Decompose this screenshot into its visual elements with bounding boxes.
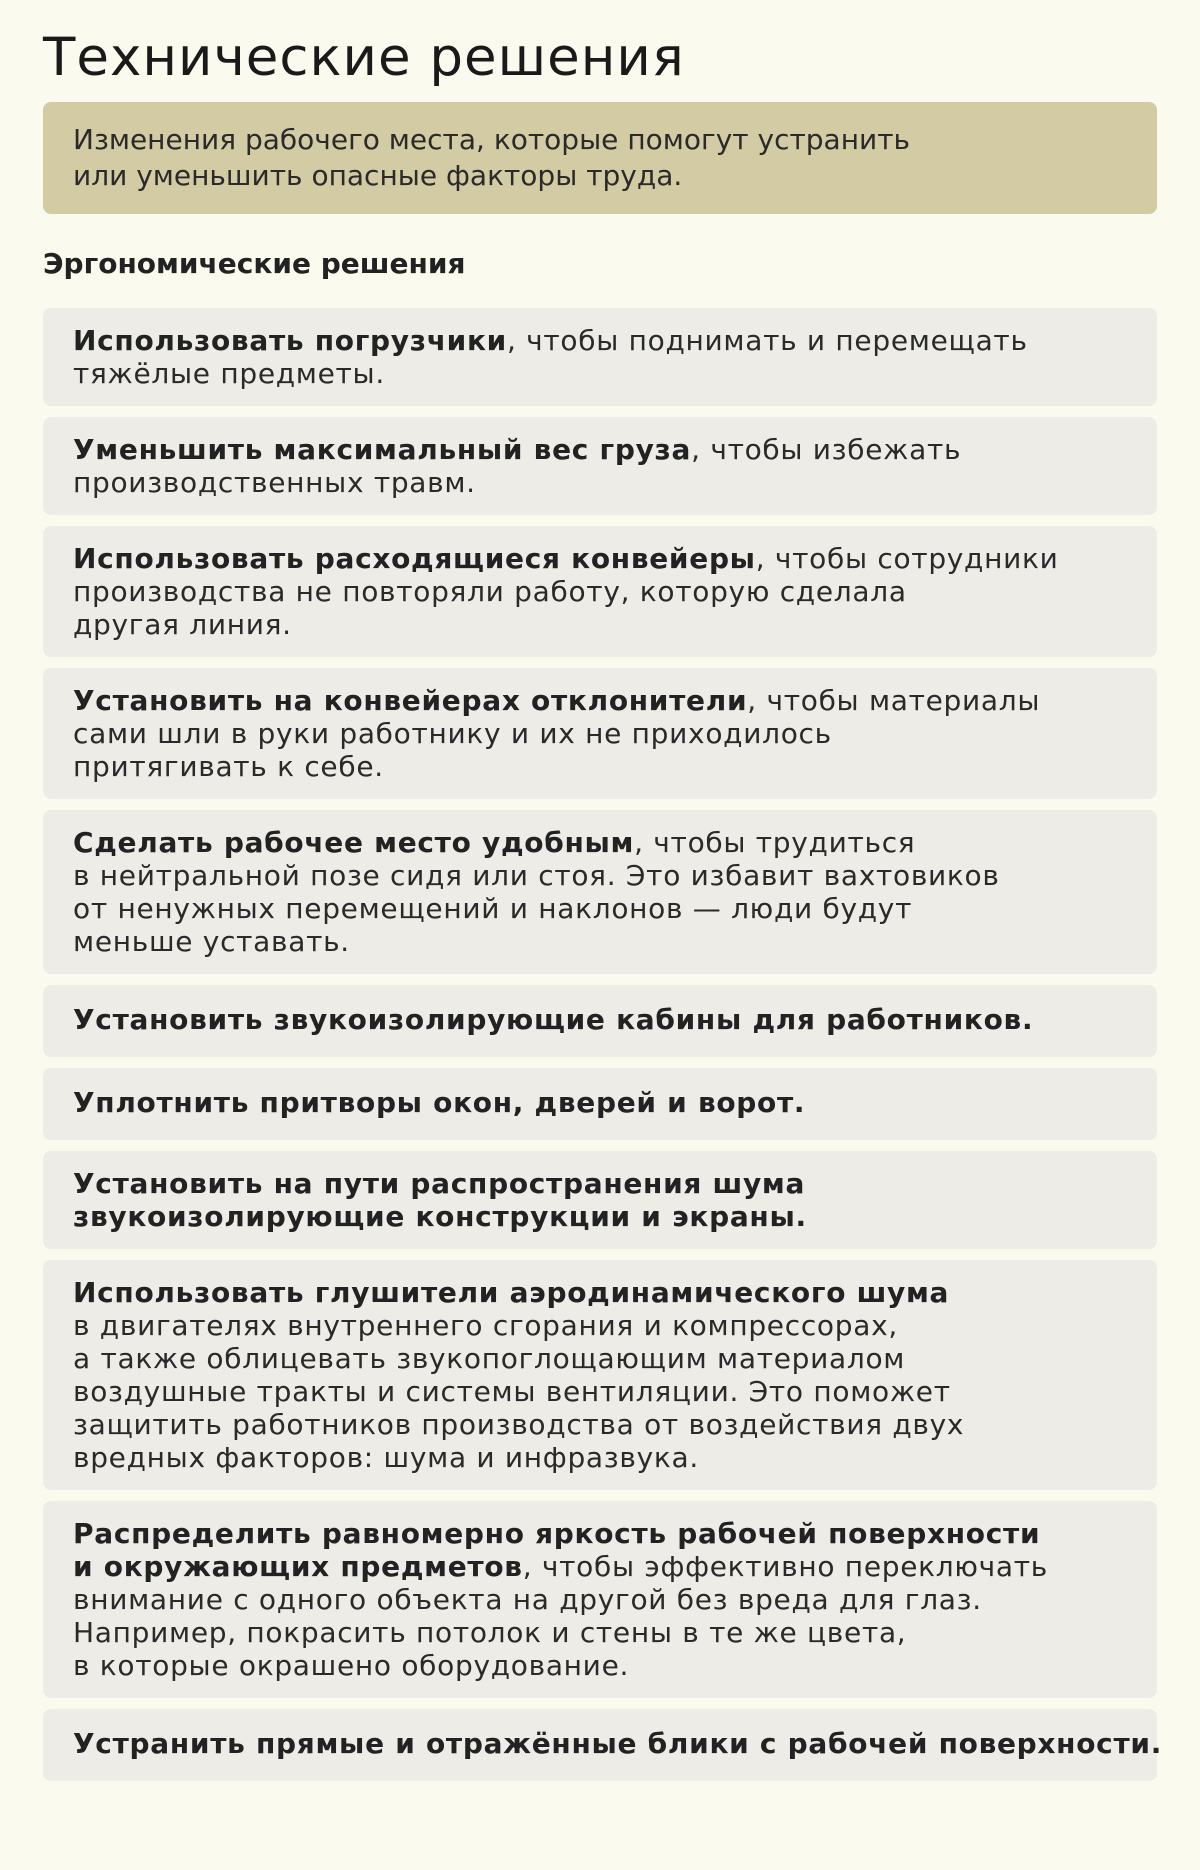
item-bold: звукоизолирующие конструкции и экраны. [73, 1200, 807, 1233]
item-bold: Использовать погрузчики [73, 324, 507, 357]
item-line: от ненужных перемещений и наклонов — люди будут [73, 892, 913, 925]
item-line: меньше уставать. [73, 925, 350, 958]
item-bold: Установить на конвейерах отклонители [73, 684, 748, 717]
item-line: внимание с одного объекта на другой без вреда для глаз. [73, 1583, 982, 1616]
item-line: в двигателях внутреннего сгорания и компрессорах, [73, 1309, 898, 1342]
item-bold: Установить на пути распространения шума [73, 1167, 806, 1200]
page [43, 27, 1163, 1792]
item-line: вредных факторов: шума и инфразвука. [73, 1441, 699, 1474]
item-line: притягивать к себе. [73, 750, 384, 783]
item-bold: Сделать рабочее место удобным [73, 826, 635, 859]
list-item [43, 526, 1157, 657]
item-line: сами шли в руки работнику и их не приходилось [73, 717, 832, 750]
item-bold: и окружающих предметов [73, 1550, 523, 1583]
item-line: Использовать погрузчики, чтобы поднимать и перемещать [73, 324, 1028, 357]
intro-line: Изменения рабочего места, которые помогут устранить [73, 123, 911, 156]
item-bold: Использовать расходящиеся конвейеры [73, 542, 756, 575]
item-line [73, 1727, 1163, 1760]
list-item [43, 1709, 1163, 1781]
item-bold: Установить звукоизолирующие кабины для работников. [73, 1003, 1034, 1036]
item-line: Установить на конвейерах отклонители, чтобы материалы [73, 684, 1041, 717]
list-item [43, 1260, 1157, 1490]
item-bold: Распределить равномерно яркость рабочей поверхности [73, 1517, 1041, 1550]
section-title: Эргономические решения [43, 247, 466, 280]
item-line: защитить работников производства от воздействия двух [73, 1408, 965, 1441]
item-line: в нейтральной позе сидя или стоя. Это избавит вахтовиков [73, 859, 1000, 892]
list-item [43, 985, 1157, 1057]
item-bold: Использовать глушители аэродинамического шума [73, 1276, 950, 1309]
list-item [43, 1501, 1157, 1698]
item-line [73, 1517, 1127, 1550]
item-line: Например, покрасить потолок и стены в те же цвета, [73, 1616, 907, 1649]
list-item [43, 308, 1157, 406]
item-line: другая линия. [73, 608, 292, 641]
list-item [43, 810, 1157, 974]
item-line: воздушные тракты и системы вентиляции. Это поможет [73, 1375, 951, 1408]
list-item [43, 668, 1157, 799]
list-item [43, 417, 1157, 515]
item-line [73, 1167, 1127, 1200]
list-item [43, 1068, 1157, 1140]
item-line: в которые окрашено оборудование. [73, 1649, 630, 1682]
intro-line: или уменьшить опасные факторы труда. [73, 159, 683, 192]
item-line: производства не повторяли работу, которую сделала [73, 575, 907, 608]
item-bold: Уплотнить притворы окон, дверей и ворот. [73, 1086, 806, 1119]
item-line: а также облицевать звукопоглощающим материалом [73, 1342, 906, 1375]
item-line: и окружающих предметов, чтобы эффективно переключать [73, 1550, 1048, 1583]
solutions-list [43, 308, 1163, 1781]
page-title: Технические решения [43, 27, 685, 88]
list-item [43, 1151, 1157, 1249]
item-bold: Устранить прямые и отражённые блики с рабочей поверхности. [73, 1727, 1163, 1760]
item-line: Уменьшить максимальный вес груза, чтобы избежать [73, 433, 962, 466]
intro-box [43, 102, 1157, 214]
item-line [73, 1086, 1127, 1119]
item-line: Сделать рабочее место удобным, чтобы трудиться [73, 826, 916, 859]
item-bold: Уменьшить максимальный вес груза [73, 433, 692, 466]
item-line [73, 1276, 1127, 1309]
item-line: Использовать расходящиеся конвейеры, чтобы сотрудники [73, 542, 1059, 575]
item-line [73, 1200, 1127, 1233]
item-line: производственных травм. [73, 466, 476, 499]
item-line [73, 1003, 1127, 1036]
item-line: тяжёлые предметы. [73, 357, 385, 390]
